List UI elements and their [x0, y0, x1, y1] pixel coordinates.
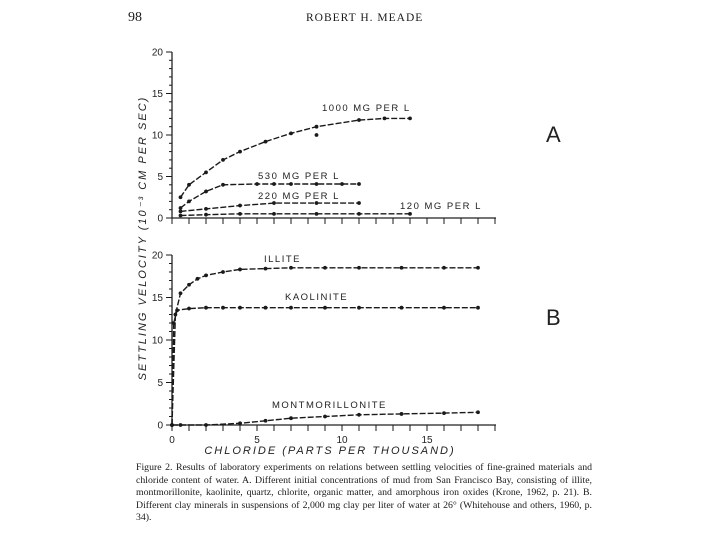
data-point: [357, 266, 361, 270]
data-point: [357, 413, 361, 417]
data-point: [204, 190, 208, 194]
data-point: [272, 182, 276, 186]
series-line: [181, 118, 411, 197]
data-point: [221, 158, 225, 162]
data-point: [238, 421, 242, 425]
series-label: 220 MG PER L: [258, 191, 340, 202]
x-tick-label: 10: [336, 435, 348, 446]
panel-a: [152, 48, 561, 225]
data-point: [264, 419, 268, 423]
y-tick-label: 5: [157, 172, 163, 183]
y-tick-label: 0: [157, 213, 163, 225]
data-point: [170, 423, 174, 427]
panel-a-y-ticks: [152, 48, 172, 225]
data-point: [187, 283, 191, 287]
series-label: 1000 MG PER L: [322, 103, 411, 114]
data-point: [238, 150, 242, 154]
data-point: [179, 206, 183, 210]
series-line: [172, 412, 478, 425]
data-point: [289, 306, 293, 310]
data-point: [357, 182, 361, 186]
data-point: [264, 267, 268, 271]
data-point: [272, 212, 276, 216]
data-point: [476, 410, 480, 414]
data-point: [383, 117, 387, 121]
data-point: [179, 214, 183, 218]
y-tick-label: 20: [151, 47, 163, 59]
data-point: [238, 212, 242, 216]
data-point: [442, 411, 446, 415]
data-point: [196, 277, 200, 281]
data-point: [315, 125, 319, 129]
data-point: [179, 195, 183, 199]
data-point: [204, 306, 208, 310]
y-tick-label: 15: [151, 293, 163, 304]
x-tick-label: 5: [254, 435, 260, 446]
y-tick-label: 10: [151, 130, 163, 142]
data-point: [221, 306, 225, 310]
data-point: [179, 209, 183, 213]
panel-b: [152, 251, 561, 447]
data-point: [476, 306, 480, 310]
data-point: [315, 212, 319, 216]
data-point: [238, 306, 242, 310]
data-point: [289, 131, 293, 135]
data-point: [289, 266, 293, 270]
page-number: 98: [128, 10, 142, 25]
panel-b-series: [170, 254, 480, 427]
data-point: [175, 308, 179, 312]
data-point: [204, 423, 208, 427]
data-point: [340, 182, 344, 186]
data-point: [323, 306, 327, 310]
data-point: [187, 307, 191, 311]
data-point: [172, 321, 176, 325]
y-tick-label: 10: [151, 335, 163, 347]
panel-a-x-ticks: [172, 218, 495, 224]
data-point: [400, 412, 404, 416]
data-point: [408, 212, 412, 216]
data-point: [476, 266, 480, 270]
data-point: [323, 266, 327, 270]
data-point: [204, 274, 208, 278]
data-point: [357, 201, 361, 205]
data-point: [238, 204, 242, 208]
series-label: KAOLINITE: [285, 292, 349, 303]
data-point: [187, 183, 191, 187]
data-point: [221, 183, 225, 187]
series-line: [181, 214, 411, 216]
data-point: [408, 117, 412, 121]
series-label: 120 MG PER L: [400, 201, 482, 212]
data-point: [357, 306, 361, 310]
data-point: [442, 266, 446, 270]
panel-b-y-ticks: [152, 251, 172, 432]
data-point: [255, 182, 259, 186]
data-point: [204, 213, 208, 217]
x-tick-label: 0: [169, 435, 175, 446]
panel-b-letter: B: [546, 305, 561, 330]
panel-a-series: [179, 103, 482, 217]
y-tick-label: 0: [157, 420, 163, 432]
data-point: [289, 182, 293, 186]
figure-caption: Figure 2. Results of laboratory experiments on relations between settling velocities of fine-grained materials and chloride content of water. A. Different initial concentrations of mud from San Francisco Bay, consisting of illite, montmorillonite, kaolinite, quartz, chlorite, organic matter, and amorphous iron oxides (Krone, 1962, p. 21). B. Different clay minerals in suspensions of 2,000 mg clay per liter of water at 26° (Whitehouse and others, 1960, p. 34).: [136, 462, 592, 524]
data-point: [323, 415, 327, 419]
series-label: ILLITE: [264, 254, 301, 265]
y-tick-label: 15: [151, 89, 163, 100]
panel-a-letter: A: [546, 122, 561, 147]
data-point: [400, 306, 404, 310]
data-point: [264, 306, 268, 310]
running-head: ROBERT H. MEADE: [306, 12, 424, 24]
data-point: [179, 291, 183, 295]
y-axis-label: SETTLING VELOCITY (10⁻³ CM PER SEC): [137, 95, 149, 381]
data-point: [357, 212, 361, 216]
data-point: [400, 266, 404, 270]
panel-b-x-ticks: [169, 425, 495, 446]
data-point: [204, 170, 208, 174]
data-point: [264, 140, 268, 144]
x-tick-label: 15: [421, 435, 433, 446]
data-point: [289, 416, 293, 420]
data-point: [315, 182, 319, 186]
data-point: [238, 268, 242, 272]
data-point: [221, 270, 225, 274]
data-point: [442, 306, 446, 310]
data-point: [357, 118, 361, 122]
y-tick-label: 5: [157, 378, 163, 389]
series-label: MONTMORILLONITE: [272, 400, 387, 411]
y-tick-label: 20: [151, 250, 163, 262]
series-label: 530 MG PER L: [258, 171, 340, 182]
data-point: [187, 200, 191, 204]
x-axis-label: CHLORIDE (PARTS PER THOUSAND): [204, 445, 456, 457]
data-point: [179, 423, 183, 427]
outlier-point: [315, 133, 319, 137]
data-point: [204, 207, 208, 211]
